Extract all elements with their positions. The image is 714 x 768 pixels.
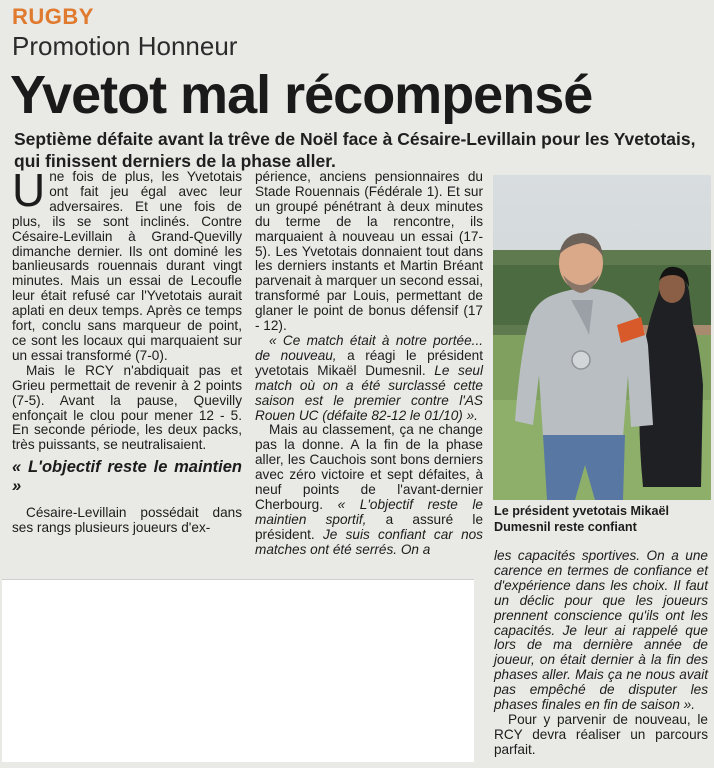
paragraph: Pour y parvenir de nouveau, le RCY devra réaliser un parcours parfait.: [494, 711, 708, 757]
standfirst: Septième défaite avant la trêve de Noël face à Césaire-Levillain pour les Yvetotais, qui finissent derniers de la phase aller.: [14, 129, 696, 171]
photo-president: [493, 175, 711, 500]
photo-caption: Le président yvetotais Mikaël Dumesnil reste confiant: [494, 504, 669, 534]
paragraph: périence, anciens pensionnaires du Stade Rouennais (Fédérale 1). Et sur un groupé pénétrant à deux minutes du terme de la rencontre, ils marquaient à nouveau un essai (17-5). Les Yvetotais donnaient tout dans les derniers instants et Martin Bréant parvenait à marquer un second essai, transformé par Louis, permettant de glaner le point de bonus défensif (17 - 12).: [255, 169, 483, 334]
quote-paragraph: « Ce match était à notre portée... de nouveau, a réagi le président yvetotais Mikaël Dumesnil. Le seul match où on a été surclassé cette saison est le premier contre l'AS Rouen UC (défaite 82-12 le 01/10) ».: [255, 332, 484, 423]
article-column-3: [494, 549, 708, 758]
intertitle: « L'objectif reste le maintien »: [12, 458, 242, 496]
article-column-2: [255, 170, 483, 558]
paragraph: Mais au classement, ça ne change pas la donne. A la fin de la phase aller, les Cauchois sont bons derniers avec zéro victoire et sept défaites, à neuf points de l'avant-dernier Cherbourg. « L'objectif reste le maintien sportif, a assuré le président. Je suis confiant car nos matches ont été serrés. On a: [255, 422, 484, 557]
blank-area: [2, 579, 474, 762]
paragraph: Mais le RCY n'abdiquait pas et Grieu permettait de revenir à 2 points (7-5). Avant la pause, Quevilly enfonçait le clou pour mener 12 - 5. En seconde période, les deux packs, très puissants, se neutralisaient.: [12, 362, 242, 453]
photo-illustration: [493, 175, 711, 500]
drop-cap: U: [12, 164, 46, 216]
article-column-1: [12, 164, 242, 536]
paragraph: Une fois de plus, les Yvetotais ont fait jeu égal avec leur adversaires. Et une fois de plus, ils se sont inclinés. Contre Césaire-Levillain à Grand-Quevilly dimanche dernier. Ils ont dominé les banlieusards rouennais durant vingt minutes. Mais un essai de Lecoufle leur était refusé car l'Yvetotais aurait aplati en deux temps. Après ce temps fort, conclu sans marqueur de point, ce sont les locaux qui marquaient sur un essai transformé (7-0).: [12, 164, 242, 363]
section-label: RUGBY: [12, 4, 94, 29]
paragraph: Césaire-Levillain possédait dans ses rangs plusieurs joueurs d'ex-: [12, 505, 242, 536]
quote-paragraph: les capacités sportives. On a une carence en termes de confiance et d'expérience dans les choix. Il faut un déclic pour que les joueurs prennent conscience qu'ils ont les capacités. Je leur ai rappelé que lors de ma dernière année de joueur, on était dernier à la fin des phases aller. Mais ça ne nous avait pas empêché de disputer les phases finales en fin de saison ».: [494, 548, 708, 713]
headline: Yvetot mal récompensé: [10, 65, 593, 125]
subsection-title: Promotion Honneur: [12, 31, 238, 61]
